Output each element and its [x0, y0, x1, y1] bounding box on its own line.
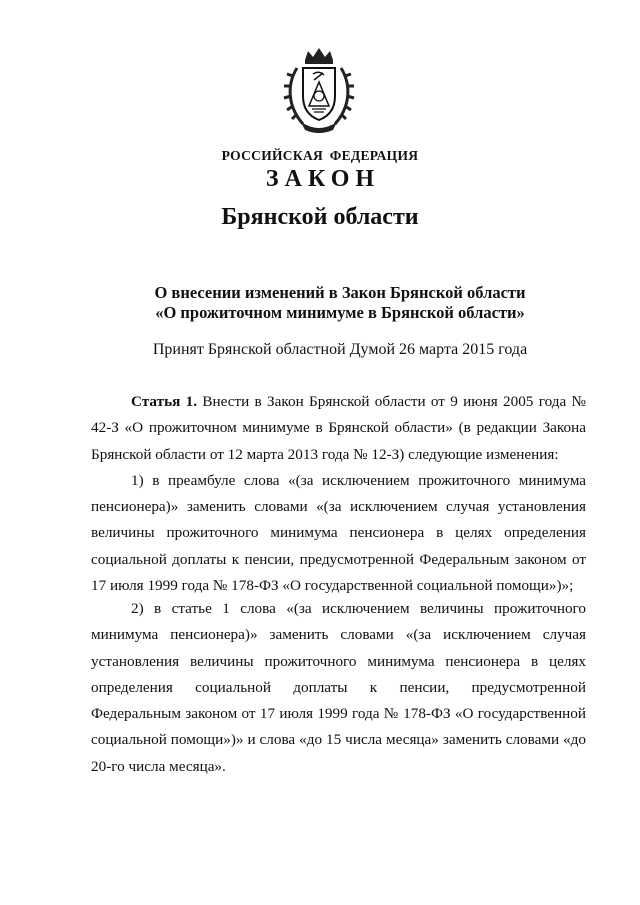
- document-type-heading: ЗАКОН: [265, 166, 381, 192]
- coat-of-arms-emblem-icon: [283, 46, 355, 134]
- country-heading: РОССИЙСКАЯ ФЕДЕРАЦИЯ: [221, 148, 419, 163]
- adoption-line: Принят Брянской областной Думой 26 марта 2015 года: [152, 341, 528, 358]
- law-title: [0, 283, 640, 323]
- article-1-item-2-block: [91, 596, 586, 780]
- article-1: [91, 389, 586, 599]
- article-1-item-1: 1) в преамбуле слова «(за исключением прожиточного минимума пенсионера)» заменить словами «(за исключением случая установления величины прожиточного минимума пенсионера в целях определения социальной доплаты к пенсии, предусмотренной Федеральным законом от 17 июля 1999 года № 178-ФЗ «О государственной социальной помощи»)»;: [91, 471, 586, 595]
- law-title-line-2: «О прожиточном минимуме в Брянской области»: [155, 303, 525, 322]
- article-1-label: Статья 1.: [131, 393, 198, 410]
- article-1-intro: [91, 389, 586, 468]
- region-heading: Брянской области: [221, 204, 419, 230]
- article-1-item-2: 2) в статье 1 слова «(за исключением величины прожиточного минимума пенсионера)» заменить словами «(за исключением случая установления величины прожиточного минимума пенсионера в целях определения социальной доплаты к пенсии, предусмотренной Федеральным законом от 17 июля 1999 года № 178-ФЗ «О государственной социальной помощи»)» и слова «до 15 числа месяца» заменить словами «до 20-го числа месяца».: [91, 600, 586, 775]
- article-1-text: Внести в Закон Брянской области от 9 июня 2005 года № 42-З «О прожиточном минимуме в Брянской области» (в редакции Закона Брянской области от 12 марта 2013 года № 12-З) следующие изменения:: [91, 393, 586, 463]
- law-title-line-1: О внесении изменений в Закон Брянской области: [154, 283, 526, 302]
